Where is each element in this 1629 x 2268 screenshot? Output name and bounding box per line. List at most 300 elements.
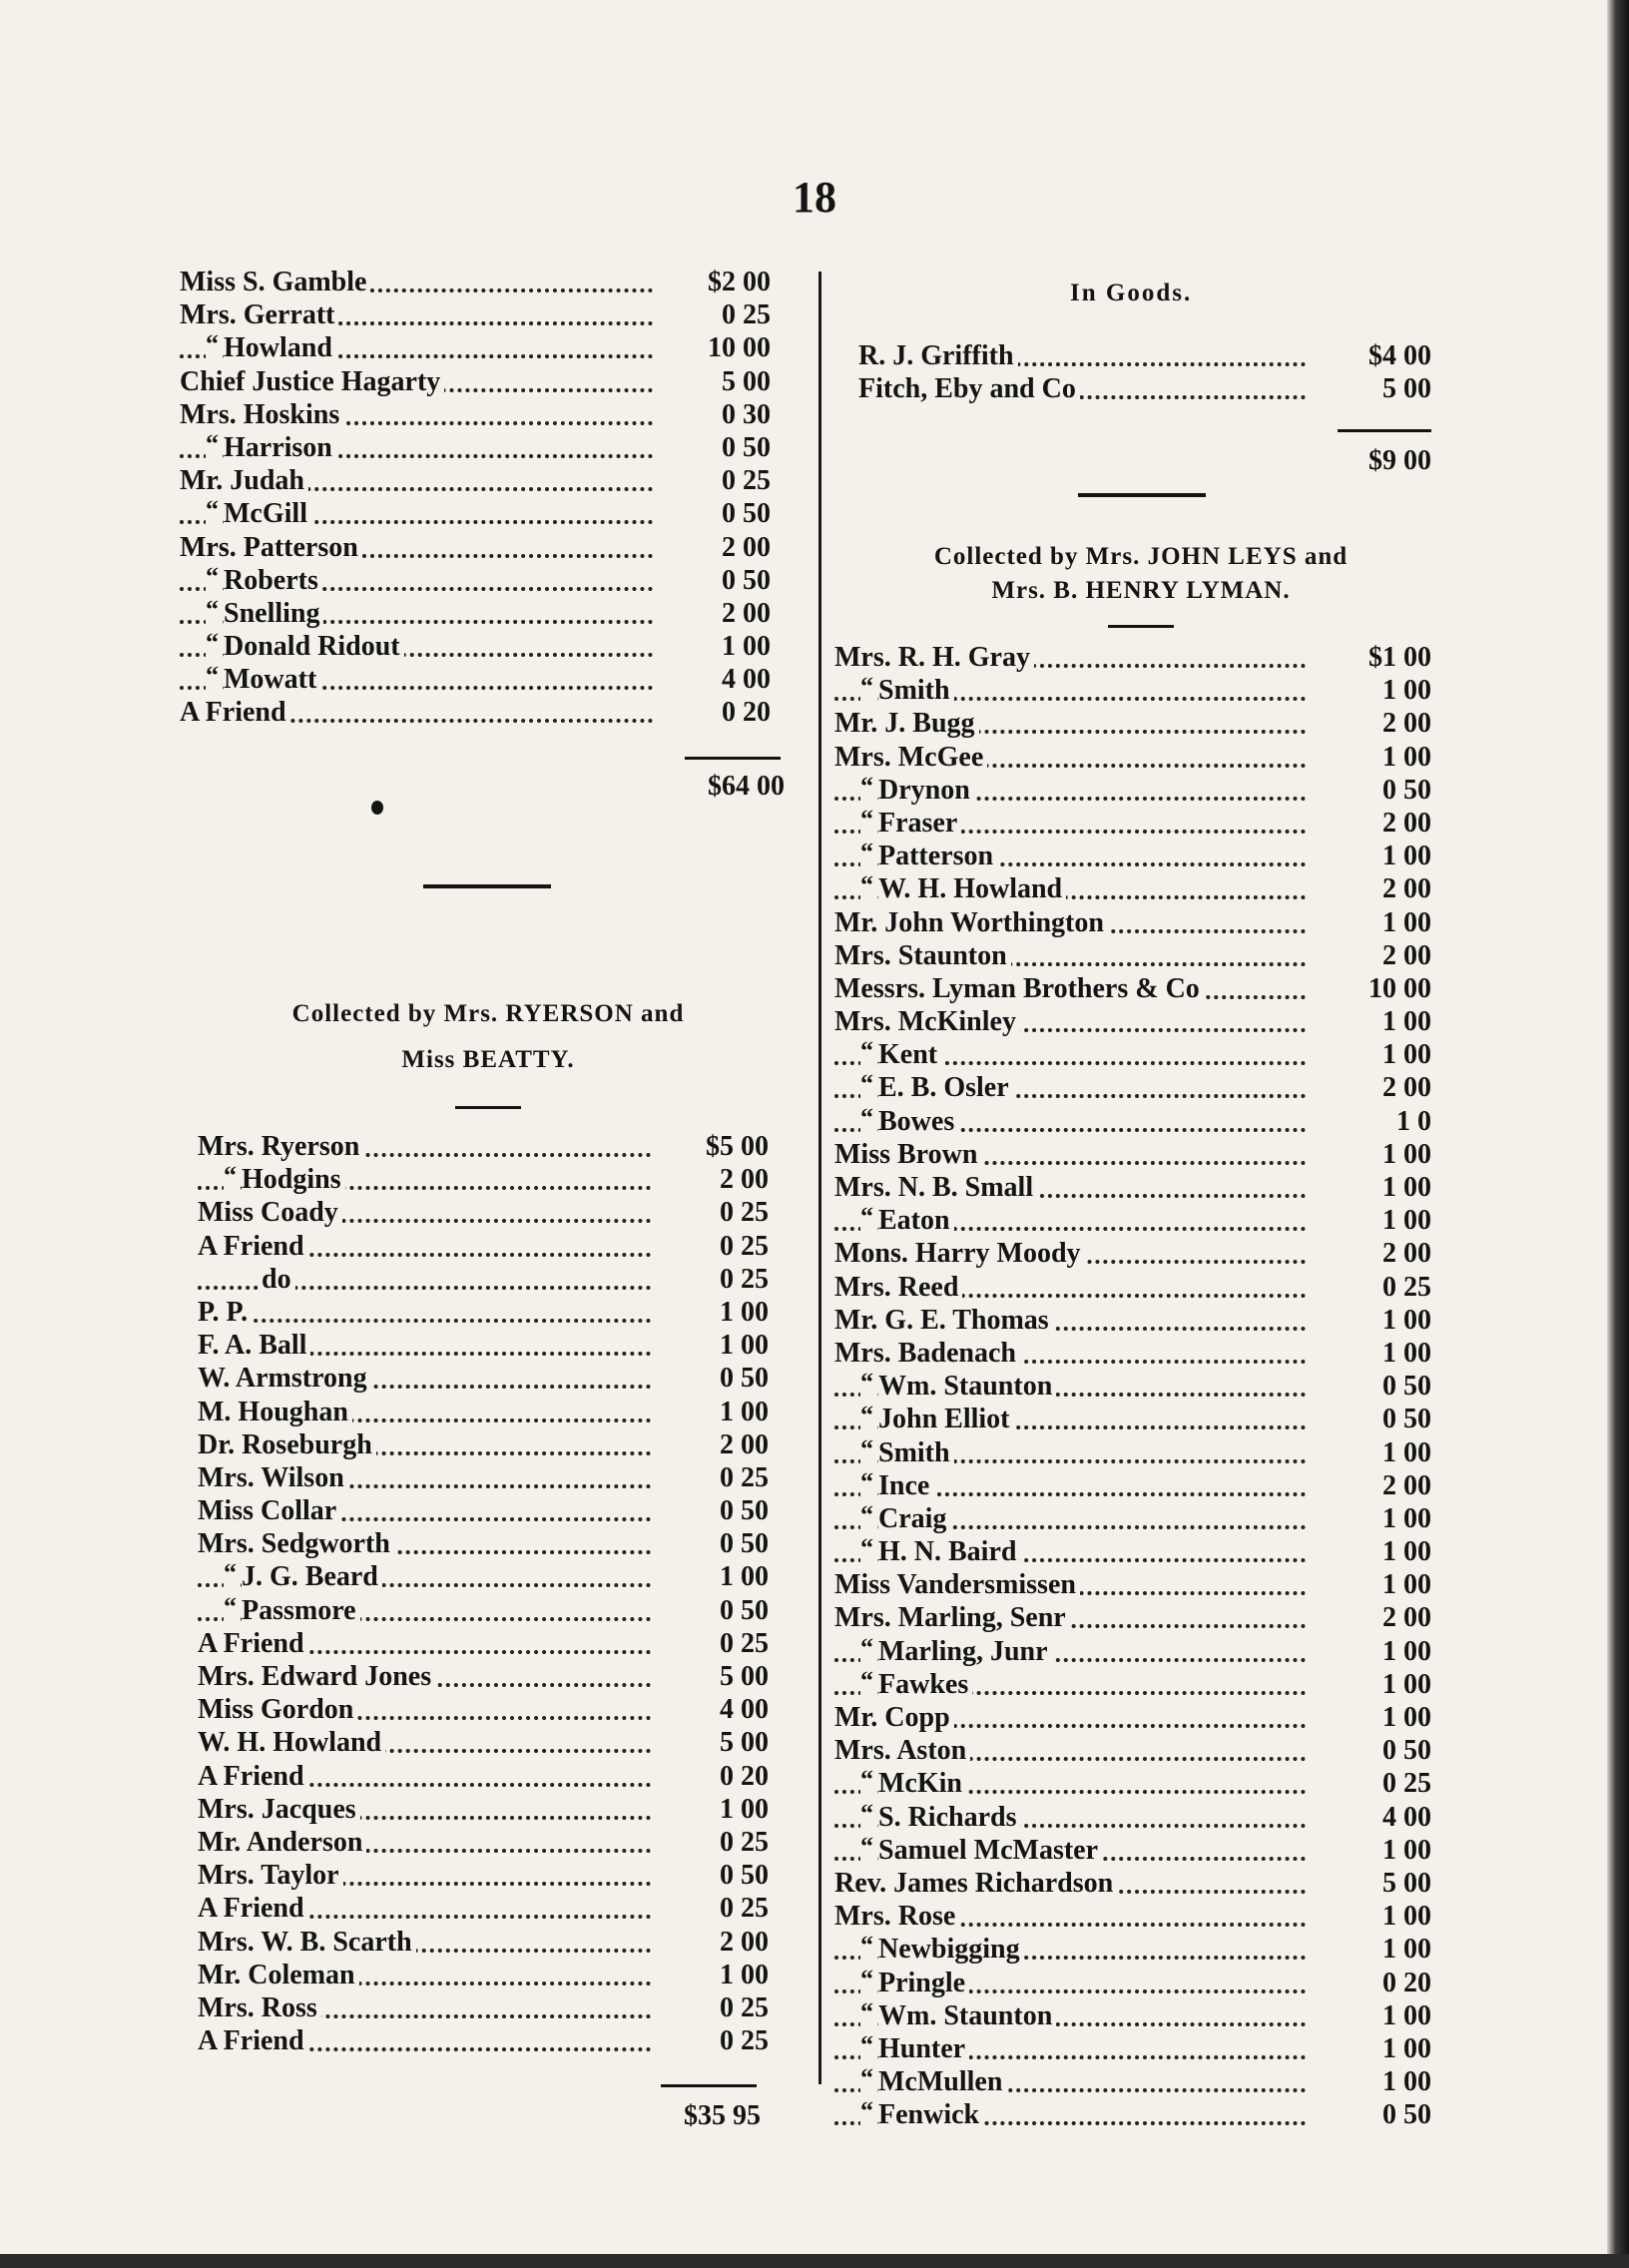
list-item: [198, 1163, 777, 1196]
donation-amount: 0 50: [657, 431, 771, 464]
list-item: [198, 1560, 777, 1593]
donation-amount: 2 00: [1312, 939, 1431, 972]
list-item: [834, 1767, 1431, 1800]
donation-amount: 1 00: [1312, 1038, 1431, 1071]
donor-name: Mr. Judah: [180, 464, 308, 497]
donor-name: Craig: [878, 1502, 950, 1535]
list-item: [834, 1071, 1431, 1104]
donation-amount: 0 25: [1312, 1767, 1431, 1800]
ditto-mark: “: [206, 497, 223, 526]
list-item: [834, 972, 1431, 1005]
list-item: [834, 1568, 1431, 1601]
donation-amount: 1 00: [657, 630, 771, 663]
donor-name: Chief Justice Hagarty: [180, 365, 444, 398]
donation-amount: 0 25: [1312, 1271, 1431, 1304]
left-second-total: $35 95: [684, 2100, 761, 2131]
donor-name: M. Houghan: [198, 1396, 352, 1428]
donor-name: Wm. Staunton: [878, 1999, 1056, 2032]
donor-name: F. A. Ball: [198, 1329, 310, 1362]
donation-amount: 1 00: [655, 1959, 769, 1991]
donor-name: Mrs. Gerratt: [180, 298, 338, 331]
donor-name: Pringle: [878, 1967, 969, 1999]
list-item: [834, 1271, 1431, 1304]
list-item: [834, 1933, 1431, 1966]
ditto-mark: “: [860, 872, 877, 901]
ditto-mark: “: [860, 2098, 877, 2127]
donor-name: Miss Brown: [834, 1138, 981, 1171]
donor-name: Snelling: [224, 597, 323, 630]
donor-name: Miss Coady: [198, 1196, 342, 1229]
page-number: 18: [793, 173, 836, 222]
donor-name: McGill: [224, 497, 311, 530]
donor-name: H. N. Baird: [878, 1535, 1020, 1568]
ditto-mark: “: [860, 1071, 877, 1100]
donation-amount: 1 00: [1312, 1005, 1431, 1038]
donation-amount: 0 50: [655, 1362, 769, 1395]
donation-amount: 1 00: [1312, 1502, 1431, 1535]
donor-name: Mrs. Aston: [834, 1734, 970, 1767]
donation-amount: 1 00: [655, 1560, 769, 1593]
list-item: [198, 1859, 777, 1892]
list-item: [180, 298, 779, 331]
donation-amount: 1 00: [1312, 1933, 1431, 1966]
ditto-mark: “: [206, 431, 223, 460]
section-rule: [423, 884, 551, 888]
goods-heading: In Goods.: [1070, 280, 1193, 306]
heading-rule: [455, 1106, 521, 1109]
donor-name: Passmore: [242, 1594, 360, 1627]
list-item: [834, 1337, 1431, 1370]
donor-name: Hunter: [878, 2032, 969, 2065]
list-item: [180, 597, 779, 630]
donor-name: Mrs. McGee: [834, 741, 987, 774]
donation-amount: 2 00: [1312, 707, 1431, 740]
donor-name: R. J. Griffith: [858, 339, 1018, 372]
ditto-mark: “: [206, 630, 223, 659]
donor-name: A Friend: [198, 1760, 308, 1793]
donor-name: J. G. Beard: [242, 1560, 382, 1593]
list-item: [834, 1999, 1431, 2032]
ditto-mark: “: [860, 1668, 877, 1697]
donation-amount: $1 00: [1312, 641, 1431, 674]
donor-name: Eaton: [878, 1204, 954, 1237]
donation-amount: 1 00: [655, 1329, 769, 1362]
donation-amount: 0 50: [1312, 1734, 1431, 1767]
donation-amount: 0 25: [655, 1196, 769, 1229]
list-item: [180, 331, 779, 364]
donation-amount: 0 50: [657, 497, 771, 530]
list-item: [180, 266, 779, 298]
ditto-mark: “: [224, 1594, 241, 1623]
donation-amount: 1 00: [1312, 1834, 1431, 1867]
ink-dot: [371, 801, 383, 815]
donor-name: Mrs. Jacques: [198, 1793, 360, 1826]
donor-name: Mrs. W. B. Scarth: [198, 1926, 416, 1959]
donor-name: Dr. Roseburgh: [198, 1428, 376, 1461]
ditto-mark: “: [860, 1834, 877, 1863]
donor-name: A Friend: [198, 1892, 308, 1925]
donation-amount: 5 00: [1312, 1867, 1431, 1900]
donation-amount: 1 00: [1312, 2032, 1431, 2065]
donation-amount: 1 00: [655, 1793, 769, 1826]
column-divider: [818, 272, 821, 2084]
donor-name: S. Richards: [878, 1801, 1020, 1834]
donation-amount: 1 00: [1312, 1900, 1431, 1933]
donor-name: Miss Collar: [198, 1494, 340, 1527]
donation-amount: 1 00: [1312, 1635, 1431, 1668]
ditto-mark: “: [860, 1502, 877, 1531]
donation-amount: 1 00: [1312, 1304, 1431, 1337]
list-item: [834, 1370, 1431, 1403]
donation-amount: 1 00: [655, 1296, 769, 1329]
ditto-mark: “: [860, 2032, 877, 2061]
donation-amount: 0 20: [1312, 1967, 1431, 1999]
donation-amount: $2 00: [657, 266, 771, 298]
donation-amount: 0 50: [657, 564, 771, 597]
list-item: [198, 1196, 777, 1229]
ditto-mark: “: [860, 1105, 877, 1134]
list-item: [198, 2024, 777, 2057]
donor-name: Patterson: [878, 840, 997, 872]
donation-amount: 0 25: [655, 2024, 769, 2057]
donation-amount: 1 00: [1312, 674, 1431, 707]
list-item: [180, 464, 779, 497]
goods-total-rule: [1338, 429, 1431, 432]
list-item: [198, 1527, 777, 1560]
donation-amount: 5 00: [655, 1660, 769, 1693]
list-item: [180, 663, 779, 696]
donation-amount: 4 00: [1312, 1801, 1431, 1834]
list-item: [198, 1627, 777, 1660]
left-top-total-rule: [685, 757, 781, 760]
donation-amount: 2 00: [1312, 1237, 1431, 1270]
donation-amount: 1 00: [1312, 1999, 1431, 2032]
donor-name: Smith: [878, 674, 954, 707]
list-item: [834, 1867, 1431, 1900]
list-item: [198, 1991, 777, 2024]
donation-amount: 1 00: [1312, 741, 1431, 774]
donation-amount: 0 25: [655, 1461, 769, 1494]
donor-name: Mowatt: [224, 663, 320, 696]
list-item: [198, 1263, 777, 1296]
donor-name: Fenwick: [878, 2098, 983, 2131]
donor-name: Harrison: [224, 431, 336, 464]
right-collected-heading-line2: Mrs. B. HENRY LYMAN.: [991, 577, 1291, 604]
donation-amount: 0 25: [657, 298, 771, 331]
list-item: [834, 1502, 1431, 1535]
ditto-mark: “: [206, 564, 223, 593]
list-item: [834, 1701, 1431, 1734]
donation-amount: 0 30: [657, 398, 771, 431]
list-item: [834, 939, 1431, 972]
list-item: [180, 696, 779, 729]
list-item: [834, 1469, 1431, 1502]
list-item: [834, 1436, 1431, 1469]
donation-amount: 0 50: [1312, 774, 1431, 807]
ditto-mark: “: [860, 1370, 877, 1399]
donation-amount: 0 50: [1312, 1403, 1431, 1435]
left-second-total-rule: [661, 2084, 757, 2087]
donation-amount: 0 50: [655, 1527, 769, 1560]
list-item: [198, 1428, 777, 1461]
donation-amount: 0 25: [655, 1991, 769, 2024]
list-item: [834, 1105, 1431, 1138]
right-list: [834, 641, 1431, 2131]
donor-name: Fitch, Eby and Co: [858, 372, 1080, 405]
ditto-mark: “: [860, 1204, 877, 1233]
donor-name: Fawkes: [878, 1668, 972, 1701]
donor-name: McKin: [878, 1767, 966, 1800]
donor-name: McMullen: [878, 2065, 1006, 2098]
page-edge-right: [1607, 0, 1629, 2268]
donation-amount: 2 00: [657, 531, 771, 564]
leader-dots: [198, 1296, 651, 1323]
donation-amount: 1 00: [1312, 1436, 1431, 1469]
list-item: [834, 840, 1431, 872]
donation-amount: 1 00: [1312, 1535, 1431, 1568]
donor-name: Mrs. Staunton: [834, 939, 1011, 972]
left-column: [180, 266, 779, 730]
ditto-mark: “: [206, 663, 223, 692]
donor-name: Samuel McMaster: [878, 1834, 1102, 1867]
ditto-mark: “: [224, 1163, 241, 1192]
donation-amount: 0 25: [655, 1826, 769, 1859]
ditto-mark: “: [860, 807, 877, 836]
donation-amount: 1 00: [1312, 1701, 1431, 1734]
donor-name: Mrs. Patterson: [180, 531, 362, 564]
donor-name: Bowes: [878, 1105, 958, 1138]
heading-rule-right: [1108, 625, 1174, 628]
donation-amount: 2 00: [1312, 1601, 1431, 1634]
list-item: [834, 641, 1431, 674]
list-item: [198, 1726, 777, 1759]
list-item: [198, 1362, 777, 1395]
list-item: [834, 1668, 1431, 1701]
list-item: [834, 1967, 1431, 1999]
donation-amount: 2 00: [1312, 1469, 1431, 1502]
list-item: [834, 1171, 1431, 1204]
donation-amount: 1 00: [1312, 2065, 1431, 2098]
ditto-mark: “: [860, 2065, 877, 2094]
ditto-mark: “: [860, 774, 877, 803]
donor-name: Mrs. Hoskins: [180, 398, 343, 431]
donor-name: Ince: [878, 1469, 933, 1502]
donation-amount: 2 00: [655, 1926, 769, 1959]
list-item: [834, 2065, 1431, 2098]
donor-name: Miss Gordon: [198, 1693, 357, 1726]
donation-amount: 0 25: [655, 1263, 769, 1296]
donor-name: A Friend: [198, 2024, 308, 2057]
donor-name: A Friend: [198, 1627, 308, 1660]
donor-name: W. H. Howland: [198, 1726, 385, 1759]
donor-name: Miss S. Gamble: [180, 266, 370, 298]
list-item: [180, 431, 779, 464]
list-item: [198, 1396, 777, 1428]
list-item: [198, 1594, 777, 1627]
donor-name: Newbigging: [878, 1933, 1024, 1966]
list-item: [198, 1461, 777, 1494]
donor-name: Mrs. Marling, Senr: [834, 1601, 1070, 1634]
donor-name: Mrs. Ross: [198, 1991, 321, 2024]
list-item: [198, 1760, 777, 1793]
donor-name: Mr. G. E. Thomas: [834, 1304, 1053, 1337]
donation-amount: 2 00: [657, 597, 771, 630]
list-item: [198, 1693, 777, 1726]
ditto-mark: “: [860, 1469, 877, 1498]
donation-amount: 10 00: [1312, 972, 1431, 1005]
donor-name: Drynon: [878, 774, 974, 807]
donor-name: Mrs. Reed: [834, 1271, 962, 1304]
goods-column: [858, 339, 1431, 405]
donor-name: Mrs. McKinley: [834, 1005, 1020, 1038]
donor-name: Mrs. R. H. Gray: [834, 641, 1034, 674]
donor-name: W. H. Howland: [878, 872, 1066, 905]
donor-name: A Friend: [180, 696, 290, 729]
donation-amount: 4 00: [655, 1693, 769, 1726]
donor-name: Mr. Copp: [834, 1701, 954, 1734]
donation-amount: 1 00: [1312, 1138, 1431, 1171]
donation-amount: 2 00: [655, 1428, 769, 1461]
donation-amount: 0 25: [655, 1892, 769, 1925]
list-item: [858, 372, 1431, 405]
donation-amount: $5 00: [655, 1130, 769, 1163]
donation-amount: 1 00: [1312, 840, 1431, 872]
right-collected-heading-line1: Collected by Mrs. JOHN LEYS and: [933, 543, 1349, 570]
list-item: [834, 1535, 1431, 1568]
donation-amount: 0 50: [655, 1859, 769, 1892]
left-collected-heading-line2: Miss BEATTY.: [401, 1046, 575, 1073]
list-item: [198, 1494, 777, 1527]
list-item: [834, 1204, 1431, 1237]
list-item: [834, 807, 1431, 840]
list-item: [198, 1892, 777, 1925]
donor-name: Mrs. Edward Jones: [198, 1660, 435, 1693]
donation-amount: $4 00: [1312, 339, 1431, 372]
donor-name: Kent: [878, 1038, 941, 1071]
ditto-mark: “: [860, 840, 877, 868]
donation-amount: 1 0: [1312, 1105, 1431, 1138]
donor-name: Mrs. Rose: [834, 1900, 959, 1933]
donation-amount: 10 00: [657, 331, 771, 364]
section-rule-right: [1078, 493, 1206, 497]
ditto-mark: “: [860, 1635, 877, 1664]
left-second-list: [198, 1130, 777, 2057]
donation-amount: 0 50: [1312, 2098, 1431, 2131]
donor-name: Mons. Harry Moody: [834, 1237, 1085, 1270]
list-item: [198, 1130, 777, 1163]
list-item: [180, 630, 779, 663]
list-item: [834, 774, 1431, 807]
donation-amount: 5 00: [657, 365, 771, 398]
list-item: [834, 1601, 1431, 1634]
list-item: [834, 1900, 1431, 1933]
donor-name: Rev. James Richardson: [834, 1867, 1117, 1900]
donor-name: Mr. Anderson: [198, 1826, 366, 1859]
list-item: [834, 2032, 1431, 2065]
list-item: [198, 1329, 777, 1362]
list-item: [198, 1793, 777, 1826]
list-item: [198, 1230, 777, 1263]
donation-amount: 0 50: [655, 1494, 769, 1527]
list-item: [180, 564, 779, 597]
list-item: [834, 1734, 1431, 1767]
right-column: [834, 641, 1431, 2131]
ditto-mark: “: [860, 1535, 877, 1564]
list-item: [198, 1296, 777, 1329]
list-item: [834, 1635, 1431, 1668]
donor-name: P. P.: [198, 1296, 252, 1329]
donation-amount: 2 00: [655, 1163, 769, 1196]
donation-amount: 1 00: [1312, 1568, 1431, 1601]
list-item: [834, 741, 1431, 774]
list-item: [180, 531, 779, 564]
donation-amount: 1 00: [1312, 1204, 1431, 1237]
list-item: [858, 339, 1431, 372]
list-item: [834, 906, 1431, 939]
left-top-total: $64 00: [708, 771, 785, 802]
donation-amount: 0 50: [655, 1594, 769, 1627]
ditto-mark: “: [860, 1403, 877, 1431]
left-collected-heading-line1: Collected by Mrs. RYERSON and: [291, 1000, 685, 1027]
ditto-mark: “: [860, 1767, 877, 1796]
donor-name: Mrs. Taylor: [198, 1859, 343, 1892]
list-item: [834, 2098, 1431, 2131]
donation-amount: 5 00: [655, 1726, 769, 1759]
donor-name: Marling, Junr: [878, 1635, 1052, 1668]
donor-name: Mrs. N. B. Small: [834, 1171, 1037, 1204]
page-edge-bottom: [0, 2254, 1629, 2268]
donation-amount: 0 50: [1312, 1370, 1431, 1403]
list-item: [834, 1237, 1431, 1270]
list-item: [180, 497, 779, 530]
donor-name: Wm. Staunton: [878, 1370, 1056, 1403]
list-item: [834, 1038, 1431, 1071]
list-item: [180, 398, 779, 431]
donation-amount: 2 00: [1312, 1071, 1431, 1104]
ditto-mark: “: [860, 1967, 877, 1995]
donor-name: do: [262, 1263, 295, 1296]
ditto-mark: “: [860, 1038, 877, 1067]
donation-amount: 0 25: [657, 464, 771, 497]
ditto-mark: “: [206, 597, 223, 626]
list-item: [834, 1834, 1431, 1867]
donation-amount: 1 00: [1312, 1171, 1431, 1204]
donation-amount: 1 00: [1312, 1337, 1431, 1370]
donor-name: Mrs. Wilson: [198, 1461, 348, 1494]
donor-name: Mrs. Ryerson: [198, 1130, 363, 1163]
list-item: [834, 1005, 1431, 1038]
donation-amount: 1 00: [1312, 1668, 1431, 1701]
donor-name: E. B. Osler: [878, 1071, 1013, 1104]
donation-amount: 2 00: [1312, 872, 1431, 905]
donor-name: Miss Vandersmissen: [834, 1568, 1080, 1601]
donation-amount: 0 25: [655, 1627, 769, 1660]
list-item: [180, 365, 779, 398]
donor-name: Mr. J. Bugg: [834, 707, 979, 740]
donation-amount: 0 20: [655, 1760, 769, 1793]
donation-amount: 0 25: [655, 1230, 769, 1263]
donation-amount: 4 00: [657, 663, 771, 696]
donor-name: Mr. John Worthington: [834, 906, 1108, 939]
donor-name: Messrs. Lyman Brothers & Co: [834, 972, 1204, 1005]
donor-name: Donald Ridout: [224, 630, 404, 663]
list-item: [834, 872, 1431, 905]
donor-name: Howland: [224, 331, 336, 364]
list-item: [834, 1138, 1431, 1171]
list-item: [834, 707, 1431, 740]
donor-name: Roberts: [224, 564, 322, 597]
donation-amount: 1 00: [655, 1396, 769, 1428]
